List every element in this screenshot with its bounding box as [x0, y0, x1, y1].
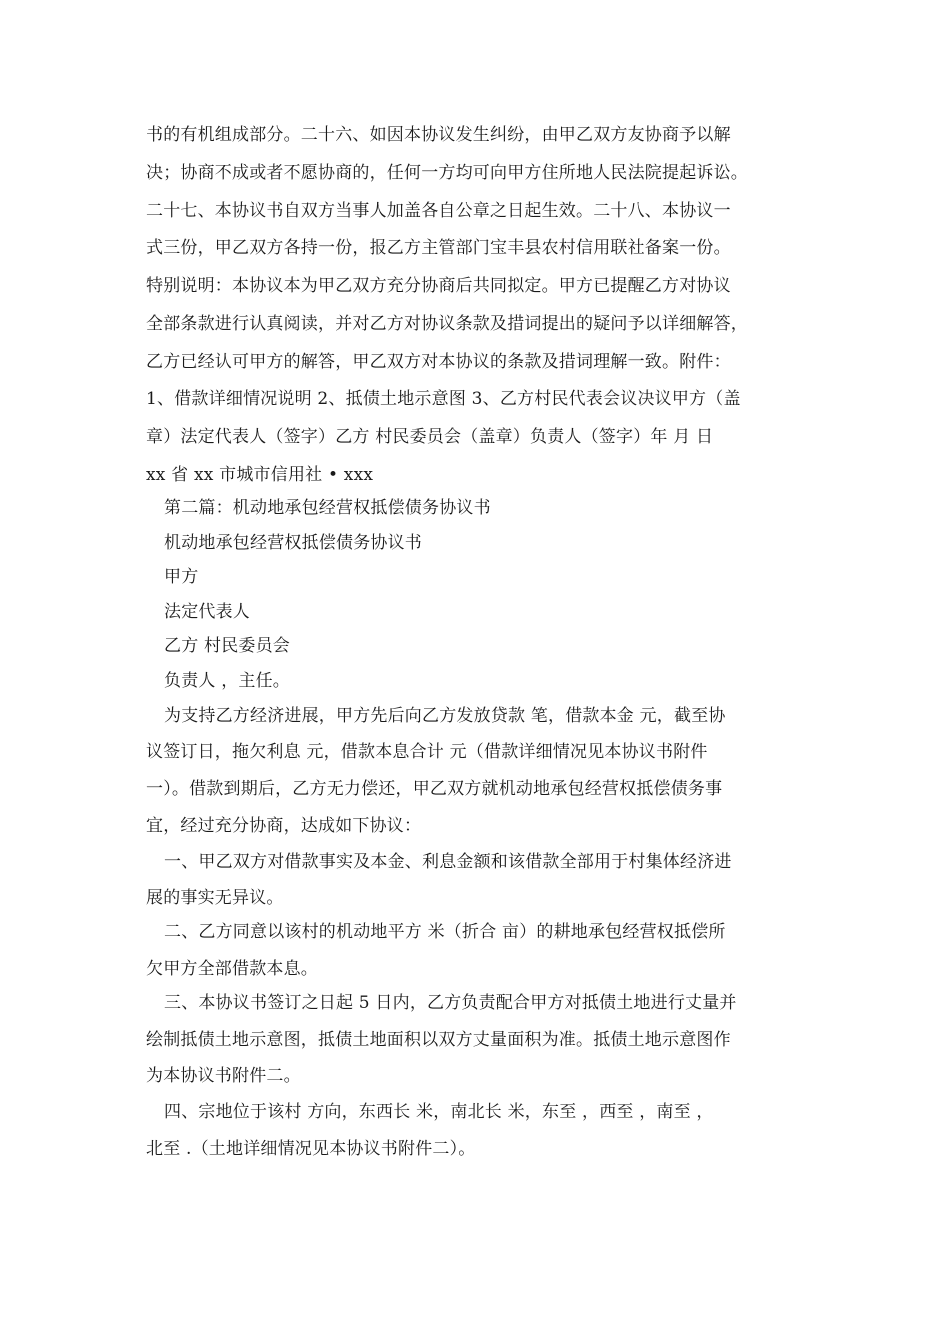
text-line: xx 省 xx 市城市信用社 • xxx — [146, 465, 374, 485]
clause-line: 四、宗地位于该村 方向，东西长 米，南北长 米，东至 ，西至 ，南至 ， — [164, 1102, 714, 1122]
text-line: 章）法定代表人（签字）乙方 村民委员会（盖章）负责人（签字）年 月 日 — [146, 427, 714, 447]
responsible-person-label: 负责人 ，主任。 — [164, 671, 291, 691]
clause-line: 展的事实无异议。 — [146, 888, 284, 908]
text-line: 宜，经过充分协商，达成如下协议： — [146, 816, 422, 836]
party-a-label: 甲方 — [164, 567, 199, 587]
text-line: 乙方已经认可甲方的解答，甲乙双方对本协议的条款及措词理解一致。附件： — [146, 352, 731, 372]
clause-line: 绘制抵债土地示意图，抵债土地面积以双方丈量面积为准。抵债土地示意图作 — [146, 1030, 731, 1050]
text-line: 书的有机组成部分。二十六、如因本协议发生纠纷，由甲乙双方友协商予以解 — [146, 125, 731, 145]
section-heading: 第二篇：机动地承包经营权抵偿债务协议书 — [164, 498, 491, 518]
text-line: 为支持乙方经济进展，甲方先后向乙方发放贷款 笔，借款本金 元，截至协 — [164, 706, 726, 726]
text-line: 全部条款进行认真阅读，并对乙方对协议条款及措词提出的疑问予以详细解答， — [146, 314, 748, 334]
text-line: 1、借款详细情况说明 2、抵债土地示意图 3、乙方村民代表会议决议甲方（盖 — [146, 389, 741, 409]
clause-line: 北至 .（土地详细情况见本协议书附件二）。 — [146, 1139, 476, 1159]
text-line: 特别说明：本协议本为甲乙双方充分协商后共同拟定。甲方已提醒乙方对协议 — [146, 276, 731, 296]
text-line: 式三份，甲乙双方各持一份，报乙方主管部门宝丰县农村信用联社备案一份。 — [146, 238, 731, 258]
text-line: 议签订日，拖欠利息 元，借款本息合计 元（借款详细情况见本协议书附件 — [146, 742, 708, 762]
party-b-label: 乙方 村民委员会 — [164, 636, 291, 656]
clause-line: 二、乙方同意以该村的机动地平方 米（折合 亩）的耕地承包经营权抵偿所 — [164, 922, 726, 942]
clause-line: 三、本协议书签订之日起 5 日内，乙方负责配合甲方对抵债土地进行丈量并 — [164, 993, 737, 1013]
legal-representative-label: 法定代表人 — [164, 602, 250, 622]
clause-line: 为本协议书附件二。 — [146, 1066, 301, 1086]
text-line: 一）。借款到期后，乙方无力偿还，甲乙双方就机动地承包经营权抵偿债务事 — [146, 779, 723, 799]
document-title: 机动地承包经营权抵偿债务协议书 — [164, 533, 422, 553]
text-line: 二十七、本协议书自双方当事人加盖各自公章之日起生效。二十八、本协议一 — [146, 201, 731, 221]
clause-line: 一、甲乙双方对借款事实及本金、利息金额和该借款全部用于村集体经济进 — [164, 852, 732, 872]
text-line: 决；协商不成或者不愿协商的，任何一方均可向甲方住所地人民法院提起诉讼。 — [146, 163, 748, 183]
clause-line: 欠甲方全部借款本息。 — [146, 959, 318, 979]
